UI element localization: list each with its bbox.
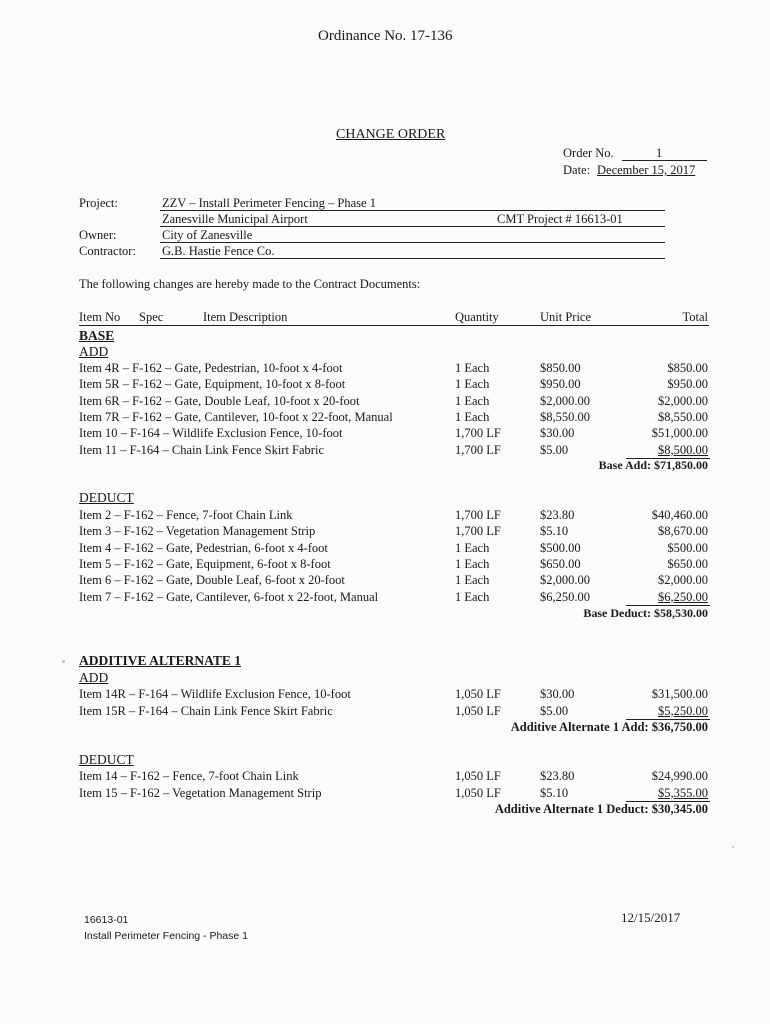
item-quantity: 1 Each <box>455 393 490 408</box>
contractor-name: G.B. Hastie Fence Co. <box>162 244 275 258</box>
item-unit-price: $23.80 <box>540 769 575 783</box>
airport-name: Zanesville Municipal Airport <box>162 212 308 226</box>
document-title: CHANGE ORDER <box>336 127 446 142</box>
item-quantity: 1 Each <box>455 573 490 588</box>
order-date-value: December 15, 2017 <box>597 163 696 177</box>
item-unit-price: $650.00 <box>540 556 581 571</box>
item-unit-price: $950.00 <box>540 377 581 392</box>
item-unit-price: $500.00 <box>540 540 581 555</box>
cmt-project-number: CMT Project # 16613-01 <box>497 212 623 226</box>
item-unit-price: $5.00 <box>540 442 569 457</box>
item-description: Item 2 – F-162 – Fence, 7-foot Chain Link <box>79 508 293 522</box>
item-quantity: 1 Each <box>455 540 490 555</box>
order-number-value: 1 <box>656 146 663 160</box>
owner-name: City of Zanesville <box>162 228 253 242</box>
order-date-label: Date: <box>563 163 591 177</box>
item-total: $51,000.00 <box>651 426 708 441</box>
item-quantity: 1 Each <box>455 377 490 392</box>
footer-date: 12/15/2017 <box>621 910 681 925</box>
item-description: Item 5 – F-162 – Gate, Equipment, 6-foot x 8-foot <box>79 556 331 571</box>
item-total: $6,250.00 <box>658 589 708 604</box>
col-unit-price: Unit Price <box>540 310 592 324</box>
item-quantity: 1 Each <box>455 361 490 375</box>
item-description: Item 6R – F-162 – Gate, Double Leaf, 10-foot x 20-foot <box>79 393 360 408</box>
item-total: $650.00 <box>667 556 708 571</box>
item-unit-price: $8,550.00 <box>540 409 590 424</box>
item-description: Item 15R – F-164 – Chain Link Fence Skirt Fabric <box>79 703 333 718</box>
item-total: $5,250.00 <box>658 703 708 718</box>
item-total: $2,000.00 <box>658 393 708 408</box>
item-unit-price: $23.80 <box>540 508 575 522</box>
col-quantity: Quantity <box>455 310 499 324</box>
item-description: Item 5R – F-162 – Gate, Equipment, 10-foot x 8-foot <box>79 377 346 392</box>
item-total: $24,990.00 <box>651 769 708 783</box>
item-unit-price: $30.00 <box>540 687 575 701</box>
alt1-add-label: ADD <box>79 670 109 685</box>
item-unit-price: $5.10 <box>540 785 569 800</box>
item-quantity: 1,700 LF <box>455 426 501 441</box>
item-unit-price: $850.00 <box>540 361 581 375</box>
item-unit-price: $2,000.00 <box>540 393 590 408</box>
item-total: $40,460.00 <box>651 508 708 522</box>
base-deduct-label: DEDUCT <box>79 490 134 505</box>
footer-project-number: 16613-01 <box>84 914 129 926</box>
alt1-heading: ADDITIVE ALTERNATE 1 <box>79 653 242 668</box>
footer-project-name: Install Perimeter Fencing - Phase 1 <box>84 930 248 942</box>
item-description: Item 14 – F-162 – Fence, 7-foot Chain Link <box>79 769 299 783</box>
order-number-label: Order No. <box>563 146 614 160</box>
item-total: $5,355.00 <box>658 785 708 800</box>
alt1-deduct-subtotal: Additive Alternate 1 Deduct: $30,345.00 <box>494 802 708 816</box>
item-total: $31,500.00 <box>651 687 708 701</box>
item-quantity: 1,050 LF <box>455 687 501 701</box>
item-description: Item 10 – F-164 – Wildlife Exclusion Fence, 10-foot <box>79 426 343 441</box>
base-heading: BASE <box>79 328 115 343</box>
item-description: Item 4R – F-162 – Gate, Pedestrian, 10-foot x 4-foot <box>79 361 343 375</box>
item-quantity: 1,700 LF <box>455 524 501 539</box>
item-quantity: 1,050 LF <box>455 769 501 783</box>
alt1-deduct-label: DEDUCT <box>79 752 134 767</box>
item-unit-price: $30.00 <box>540 426 575 441</box>
item-description: Item 6 – F-162 – Gate, Double Leaf, 6-foot x 20-foot <box>79 573 345 588</box>
item-total: $850.00 <box>667 361 708 375</box>
owner-label: Owner: <box>79 228 117 242</box>
col-spec: Spec <box>139 310 164 324</box>
item-description: Item 7 – F-162 – Gate, Cantilever, 6-foot x 22-foot, Manual <box>79 589 379 604</box>
item-quantity: 1 Each <box>455 409 490 424</box>
col-item-no: Item No <box>79 310 121 324</box>
item-description: Item 4 – F-162 – Gate, Pedestrian, 6-foot x 4-foot <box>79 540 328 555</box>
item-total: $2,000.00 <box>658 573 708 588</box>
item-description: Item 14R – F-164 – Wildlife Exclusion Fence, 10-foot <box>79 687 351 701</box>
item-description: Item 11 – F-164 – Chain Link Fence Skirt Fabric <box>79 442 324 457</box>
project-name: ZZV – Install Perimeter Fencing – Phase 1 <box>162 196 376 210</box>
item-unit-price: $5.10 <box>540 524 569 539</box>
item-quantity: 1 Each <box>455 589 490 604</box>
item-quantity: 1,050 LF <box>455 703 501 718</box>
base-add-label: ADD <box>79 344 109 359</box>
item-description: Item 7R – F-162 – Gate, Cantilever, 10-foot x 22-foot, Manual <box>79 409 393 424</box>
item-quantity: 1,700 LF <box>455 442 501 457</box>
item-total: $950.00 <box>667 377 708 392</box>
item-description: Item 3 – F-162 – Vegetation Management Strip <box>79 524 316 539</box>
item-unit-price: $2,000.00 <box>540 573 590 588</box>
ordinance-number: Ordinance No. 17-136 <box>318 28 453 44</box>
col-description: Item Description <box>203 310 288 324</box>
item-total: $8,500.00 <box>658 442 708 457</box>
base-add-subtotal: Base Add: $71,850.00 <box>598 458 708 472</box>
item-quantity: 1,700 LF <box>455 508 501 522</box>
base-deduct-subtotal: Base Deduct: $58,530.00 <box>583 606 708 620</box>
project-label: Project: <box>79 196 118 210</box>
item-total: $500.00 <box>667 540 708 555</box>
alt1-add-subtotal: Additive Alternate 1 Add: $36,750.00 <box>510 720 708 734</box>
col-total: Total <box>682 310 708 324</box>
item-total: $8,670.00 <box>658 524 708 539</box>
item-quantity: 1,050 LF <box>455 785 501 800</box>
item-total: $8,550.00 <box>658 409 708 424</box>
item-quantity: 1 Each <box>455 556 490 571</box>
item-unit-price: $5.00 <box>540 703 569 718</box>
intro-text: The following changes are hereby made to the Contract Documents: <box>79 277 421 291</box>
item-unit-price: $6,250.00 <box>540 589 590 604</box>
item-description: Item 15 – F-162 – Vegetation Management Strip <box>79 785 322 800</box>
contractor-label: Contractor: <box>79 244 136 258</box>
